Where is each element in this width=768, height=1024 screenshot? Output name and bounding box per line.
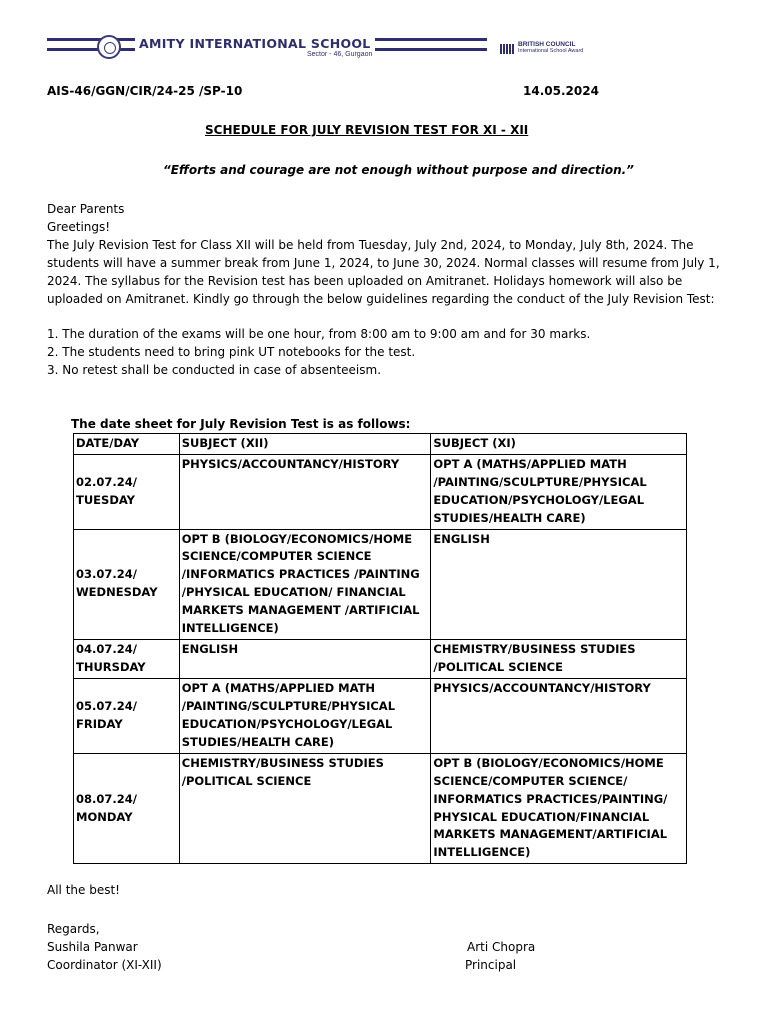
subject-xi-cell: CHEMISTRY/BUSINESS STUDIES /POLITICAL SCIENCE <box>431 639 687 678</box>
subject-xi-cell: OPT B (BIOLOGY/ECONOMICS/HOME SCIENCE/COMPUTER SCIENCE/ INFORMATICS PRACTICES/PAINTING/ PHYSICAL EDUCATION/FINANCIAL MARKETS MANAGEMENT/ARTIFICIAL INTELLIGENCE) <box>431 753 687 863</box>
regards: Regards, <box>47 922 100 936</box>
closing-line: All the best! <box>47 883 120 897</box>
page-title: SCHEDULE FOR JULY REVISION TEST FOR XI - XII <box>205 123 529 137</box>
quote: “Efforts and courage are not enough without purpose and direction.” <box>163 163 634 177</box>
table-row <box>74 639 687 678</box>
column-header: SUBJECT (XII) <box>179 434 431 455</box>
table-caption: The date sheet for July Revision Test is as follows: <box>71 417 411 431</box>
british-council-badge <box>492 35 622 59</box>
date: 08.07.24/ <box>76 791 137 806</box>
guideline-item: 1. The duration of the exams will be one hour, from 8:00 am to 9:00 am and for 30 marks. <box>47 327 591 342</box>
subject-xii-cell: PHYSICS/ACCOUNTANCY/HISTORY <box>179 454 431 529</box>
day: TUESDAY <box>76 492 135 507</box>
day: MONDAY <box>76 809 133 824</box>
greeting: Greetings! <box>47 219 111 234</box>
british-council-logo-icon <box>500 44 514 54</box>
badge-title: BRITISH COUNCIL <box>518 41 576 48</box>
date-day-cell <box>74 639 180 678</box>
table-row <box>74 529 687 639</box>
guideline-item: 2. The students need to bring pink UT notebooks for the test. <box>47 345 416 360</box>
date-day-cell <box>74 529 180 639</box>
date-day-cell <box>74 678 180 753</box>
subject-xi-cell: PHYSICS/ACCOUNTANCY/HISTORY <box>431 678 687 753</box>
signatory-role: Coordinator (XI-XII) <box>47 958 162 972</box>
date-sheet-table <box>73 433 687 864</box>
school-address: Sector - 46, Gurgaon <box>307 51 373 58</box>
date-day-cell <box>74 454 180 529</box>
table-header-row <box>74 434 687 455</box>
signatory-role: Principal <box>465 958 517 972</box>
school-name: AMITY INTERNATIONAL SCHOOL <box>135 36 375 51</box>
circular-date: 14.05.2024 <box>523 84 599 98</box>
date: 03.07.24/ <box>76 567 137 582</box>
letter-body <box>47 201 727 380</box>
day: WEDNESDAY <box>76 585 158 600</box>
column-header: DATE/DAY <box>74 434 180 455</box>
reference-number: AIS-46/GGN/CIR/24-25 /SP-10 <box>47 84 243 98</box>
day: FRIDAY <box>76 716 123 731</box>
subject-xi-cell: ENGLISH <box>431 529 687 639</box>
letterhead <box>47 34 622 60</box>
day: THURSDAY <box>76 659 146 674</box>
subject-xi-cell: OPT A (MATHS/APPLIED MATH /PAINTING/SCULPTURE/PHYSICAL EDUCATION/PSYCHOLOGY/LEGAL STUDIES/HEALTH CARE) <box>431 454 687 529</box>
date: 02.07.24/ <box>76 474 137 489</box>
table-row <box>74 678 687 753</box>
signatory-name: Sushila Panwar <box>47 940 138 954</box>
date-day-cell <box>74 753 180 863</box>
table-row <box>74 454 687 529</box>
school-seal-icon <box>97 35 121 59</box>
signatory-name: Arti Chopra <box>467 940 536 954</box>
salutation: Dear Parents <box>47 202 125 216</box>
subject-xii-cell: OPT A (MATHS/APPLIED MATH /PAINTING/SCULPTURE/PHYSICAL EDUCATION/PSYCHOLOGY/LEGAL STUDIES/HEALTH CARE) <box>179 678 431 753</box>
subject-xii-cell: CHEMISTRY/BUSINESS STUDIES /POLITICAL SCIENCE <box>179 753 431 863</box>
date: 04.07.24/ <box>76 641 137 656</box>
badge-subtitle: International School Award <box>518 48 584 54</box>
date: 05.07.24/ <box>76 698 137 713</box>
subject-xii-cell: OPT B (BIOLOGY/ECONOMICS/HOME SCIENCE/COMPUTER SCIENCE /INFORMATICS PRACTICES /PAINTING /PHYSICAL EDUCATION/ FINANCIAL MARKETS MANAGEMENT /ARTIFICIAL INTELLIGENCE) <box>179 529 431 639</box>
guideline-item: 3. No retest shall be conducted in case of absenteeism. <box>47 363 382 378</box>
subject-xii-cell: ENGLISH <box>179 639 431 678</box>
column-header: SUBJECT (XI) <box>431 434 687 455</box>
intro-paragraph: The July Revision Test for Class XII will be held from Tuesday, July 2nd, 2024, to Monday, July 8th, 2024. The students will have a summer break from June 1, 2024, to June 30, 2024. Normal classes will resume from July 1, 2024. The syllabus for the Revision test has been uploaded on Amitranet. Holidays homework will also be uploaded on Amitranet. Kindly go through the below guidelines regarding the conduct of the July Revision Test: <box>47 237 720 306</box>
table-row <box>74 753 687 863</box>
